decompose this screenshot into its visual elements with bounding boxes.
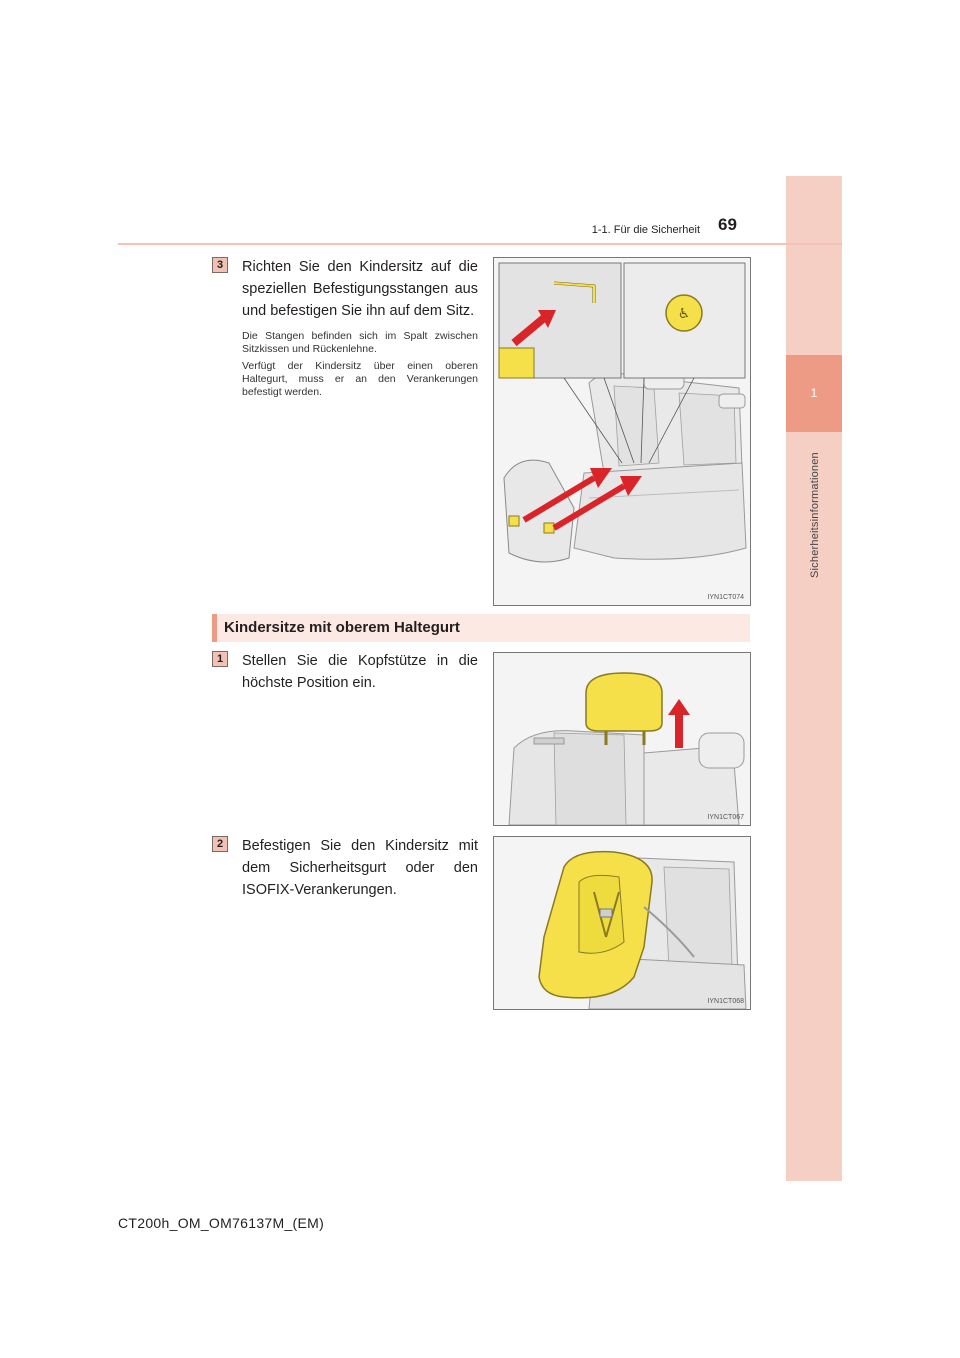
step-1-text: Stellen Sie die Kopfstütze in die höchste Position ein. — [242, 653, 478, 691]
figure-code-074: IYN1CT074 — [707, 594, 744, 601]
section-header-accent — [212, 614, 217, 642]
step-3-badge: 3 — [212, 257, 228, 273]
chapter-label: Sicherheitsinformationen — [809, 452, 821, 578]
headrest-raise-illustration — [494, 653, 750, 825]
figure-headrest-raise — [493, 652, 751, 826]
header-section-title: 1-1. Für die Sicherheit — [591, 224, 700, 236]
child-seat-installed-illustration — [494, 837, 750, 1009]
isofix-rear-seat-illustration — [494, 258, 750, 605]
svg-text:♿: ♿ — [677, 306, 691, 322]
step-1-badge: 1 — [212, 651, 228, 667]
figure-code-067: IYN1CT067 — [707, 814, 744, 821]
header-rule — [118, 243, 842, 245]
step-3-note-2: Verfügt der Kindersitz über einen oberen Haltegurt, muss er an den Verankerungen befestigt werden. — [242, 360, 478, 398]
page-number: 69 — [718, 215, 737, 234]
chapter-side-tab — [786, 176, 842, 1181]
step-3-note-1: Die Stangen befinden sich im Spalt zwischen Sitzkissen und Rückenlehne. — [242, 330, 478, 355]
step-2-badge: 2 — [212, 836, 228, 852]
figure-isofix-rear-seat — [493, 257, 751, 606]
section-title: Kindersitze mit oberem Haltegurt — [224, 619, 460, 636]
figure-child-seat-installed — [493, 836, 751, 1010]
figure-code-068: IYN1CT068 — [707, 998, 744, 1005]
step-3-text: Richten Sie den Kindersitz auf die speziellen Befestigungsstangen aus und befestigen Sie ihn auf dem Sitz. — [242, 259, 478, 319]
footer-document-id: CT200h_OM_OM76137M_(EM) — [118, 1215, 325, 1231]
step-2-text: Befestigen Sie den Kindersitz mit dem Sicherheitsgurt oder den ISOFIX-Verankerungen. — [242, 838, 478, 898]
chapter-number: 1 — [810, 386, 818, 400]
